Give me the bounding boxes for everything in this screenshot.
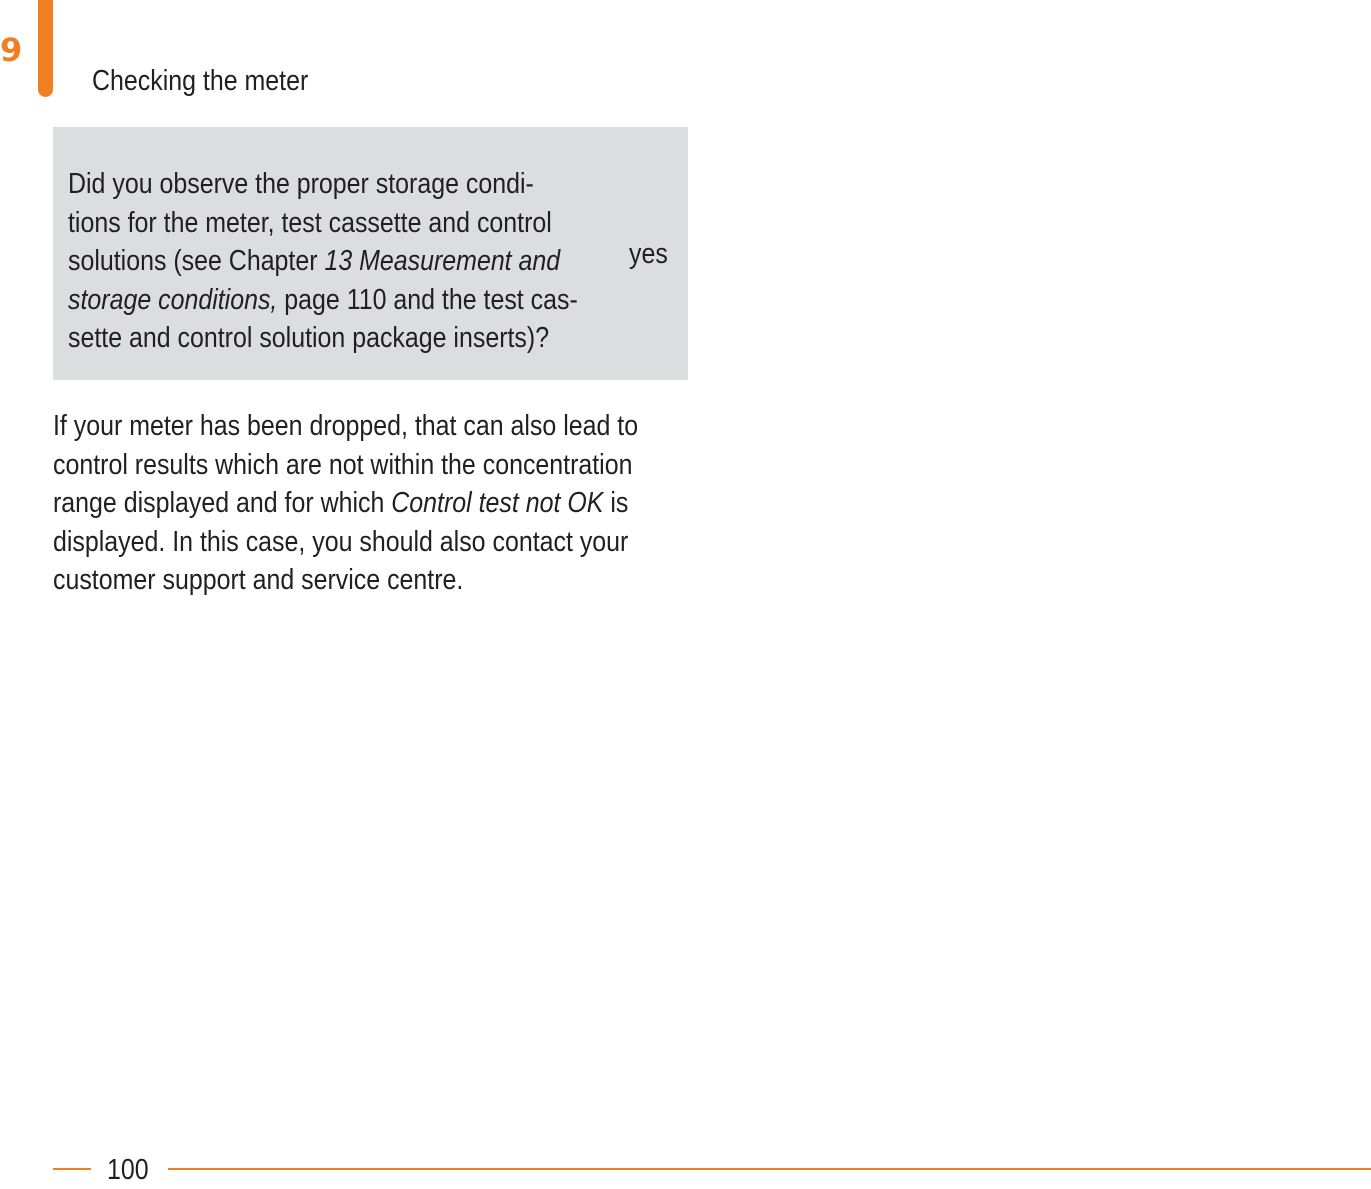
section-header: Checking the meter [92, 65, 309, 97]
check-answer: yes [629, 238, 668, 270]
chapter-tab-bar [38, 0, 53, 97]
chapter-number: 9 [0, 31, 23, 69]
footer-rule-left [53, 1168, 91, 1170]
question-line: solutions (see Chapter 13 Measurement and [68, 245, 561, 277]
paragraph-line: range displayed and for which Control test not OK is [53, 487, 629, 519]
body-paragraph [53, 407, 638, 600]
question-line: tions for the meter, test cassette and control [68, 206, 552, 239]
paragraph-line: control results which are not within the concentration [53, 448, 633, 481]
question-line: sette and control solution package inserts)? [68, 322, 550, 354]
chapter-reference: 13 Measurement and [324, 245, 561, 277]
paragraph-line: If your meter has been dropped, that can also lead to [53, 410, 639, 442]
display-message: Control test not OK [391, 487, 604, 519]
footer-rule-right [168, 1168, 1371, 1170]
check-question-box [53, 127, 688, 380]
paragraph-line: displayed. In this case, you should also contact your [53, 525, 629, 558]
question-line: storage conditions, page 110 and the test cas- [68, 283, 578, 316]
check-question-text [68, 165, 601, 358]
paragraph-line: customer support and service centre. [53, 564, 464, 596]
page-number: 100 [107, 1154, 149, 1186]
chapter-reference: storage conditions, [68, 283, 278, 316]
question-line: Did you observe the proper storage condi- [68, 168, 534, 200]
